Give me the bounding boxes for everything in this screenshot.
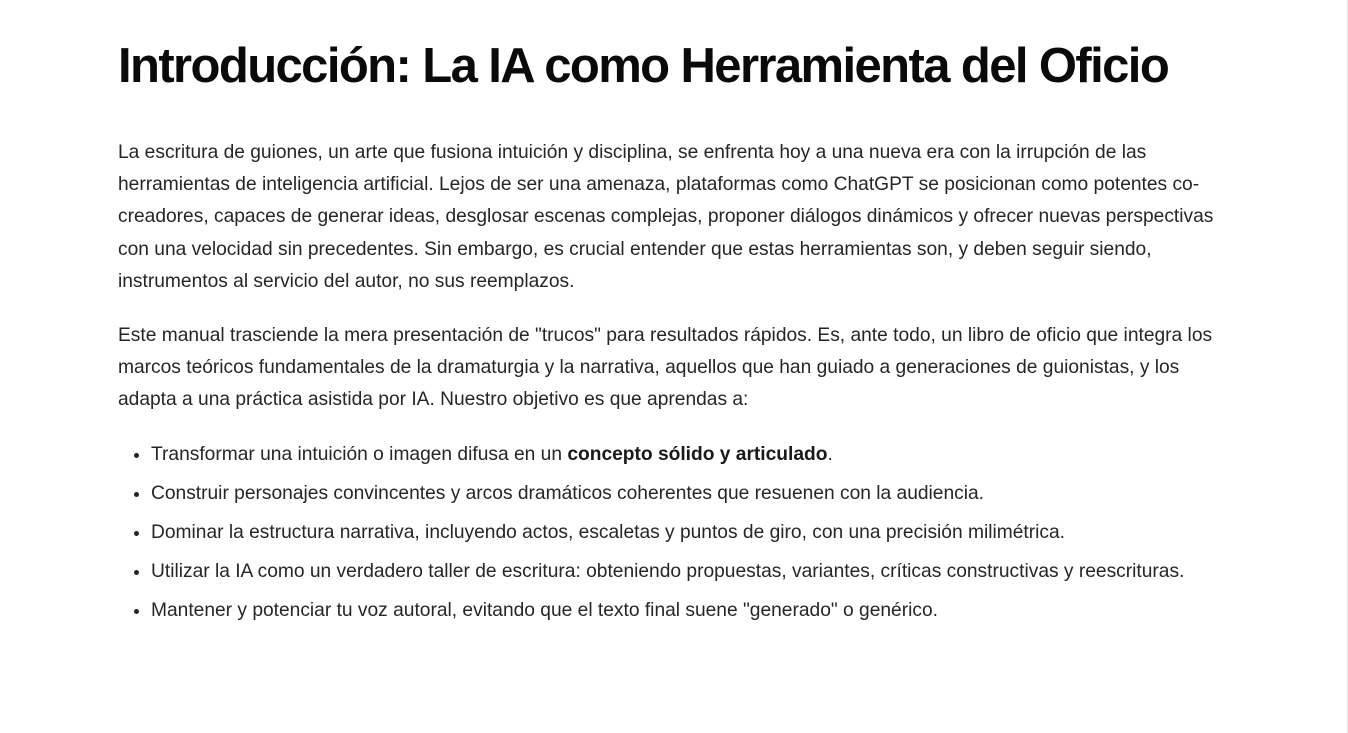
list-item xyxy=(151,439,1230,471)
page-title: Introducción: La IA como Herramienta del Oficio xyxy=(118,39,1169,93)
objectives-list xyxy=(118,439,1230,627)
list-item-text: Transformar una intuición o imagen difusa en un xyxy=(151,443,568,465)
list-item-text: . xyxy=(827,443,833,465)
list-item: • Construir personajes convincentes y arcos dramáticos coherentes que resuenen con la audiencia. xyxy=(151,478,1230,510)
list-item: • Dominar la estructura narrativa, incluyendo actos, escaletas y puntos de giro, con una precisión milimétrica. xyxy=(151,517,1230,549)
list-item: • Utilizar la IA como un verdadero taller de escritura: obteniendo propuestas, variantes, críticas constructivas y reescrituras. xyxy=(151,556,1230,588)
manual-paragraph: Este manual trasciende la mera presentación de "trucos" para resultados rápidos. Es, ante todo, un libro de oficio que integra los marcos teóricos fundamentales de la dramaturgia y la narrativa, aquellos que han guiado a generaciones de guionistas, y los adapta a una práctica asistida por IA. Nuestro objetivo es que aprendas a: xyxy=(118,325,1213,411)
list-item: • Mantener y potenciar tu voz autoral, evitando que el texto final suene "generado" o genérico. xyxy=(151,595,1230,627)
intro-paragraph: La escritura de guiones, un arte que fusiona intuición y disciplina, se enfrenta hoy a una nueva era con la irrupción de las herramientas de inteligencia artificial. Lejos de ser una amenaza, plataformas como ChatGPT se posicionan como potentes co-creadores, capaces de generar ideas, desglosar escenas complejas, proponer diálogos dinámicos y ofrecer nuevas perspectivas con una velocidad sin precedentes. Sin embargo, es crucial entender que estas herramientas son, y deben seguir siendo, instrumentos al servicio del autor, no sus reemplazos. xyxy=(118,142,1214,292)
article-body xyxy=(118,36,1230,634)
list-item-emphasis: concepto sólido y articulado xyxy=(567,443,828,465)
